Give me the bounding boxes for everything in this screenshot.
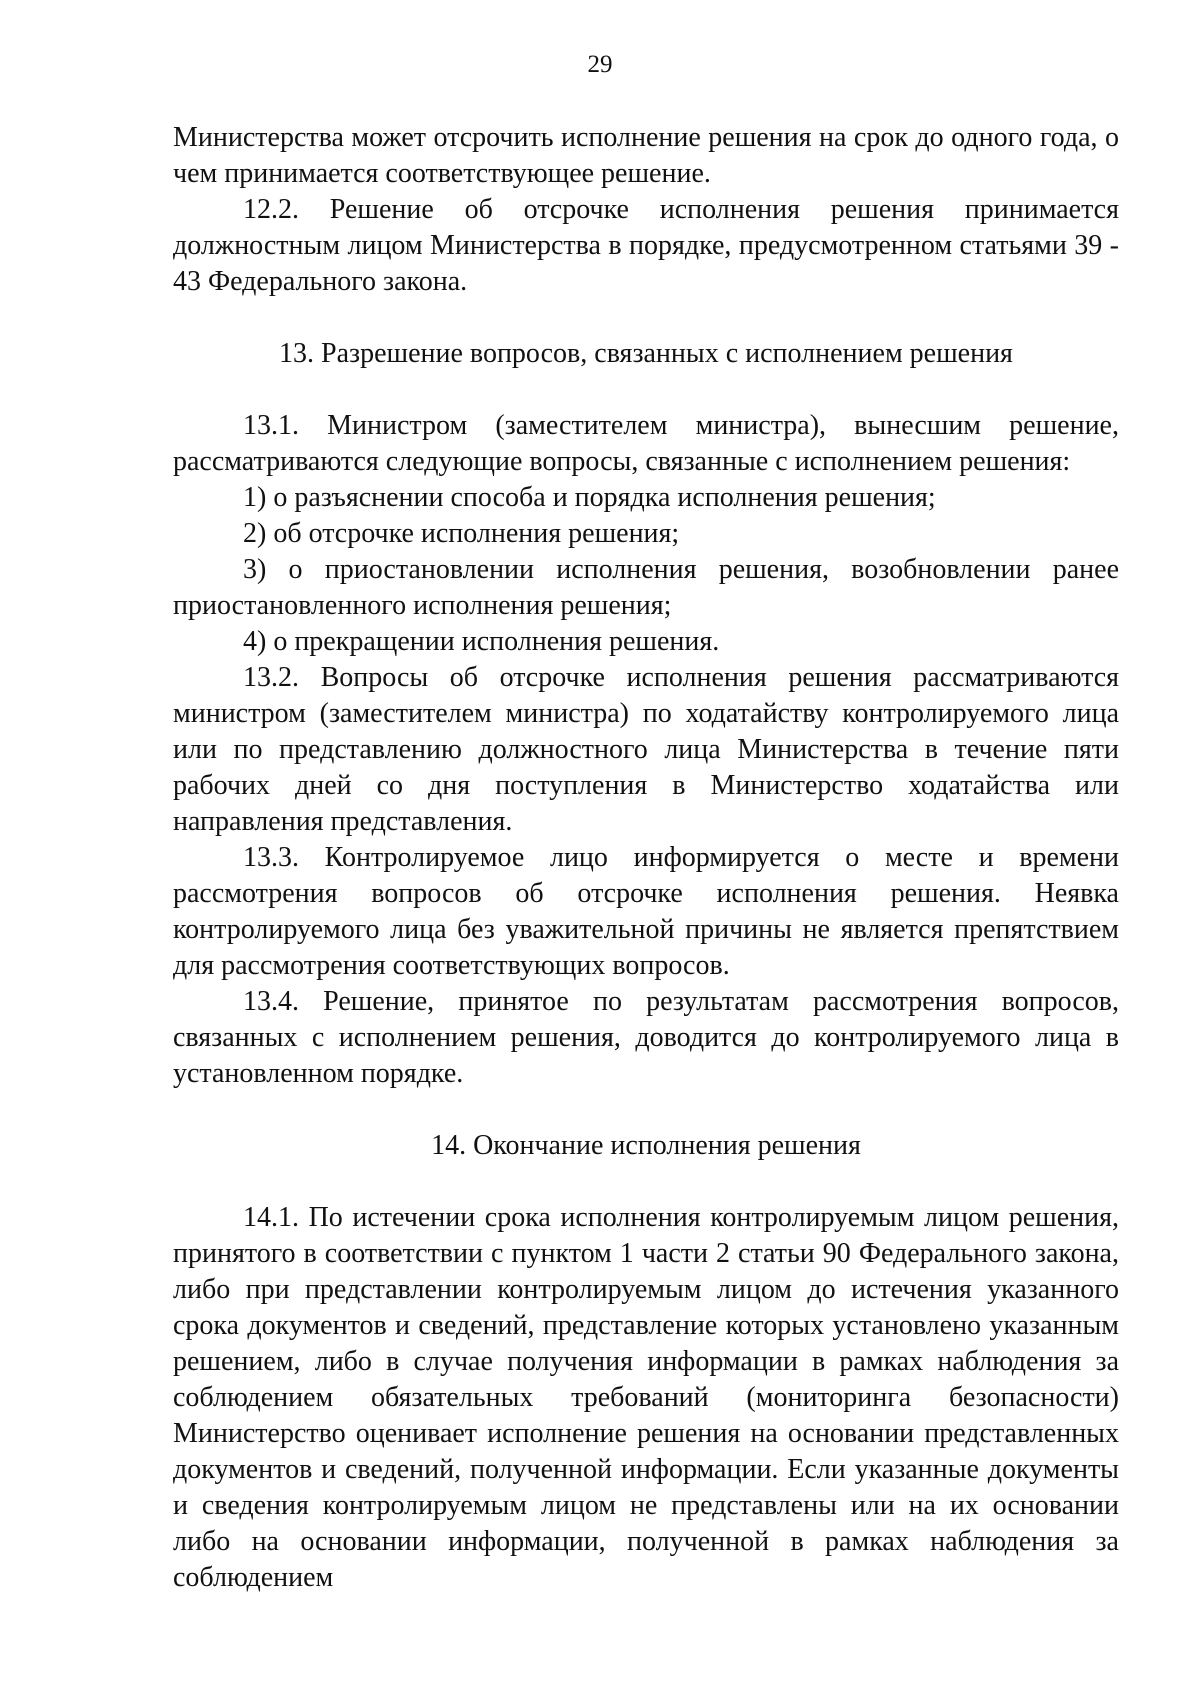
paragraph-13-1: 13.1. Министром (заместителем министра), вынесшим решение, рассматриваются следующие вопросы, связанные с исполнением решения: <box>173 410 1119 477</box>
list-item-1: 1) о разъяснении способа и порядка исполнения решения; <box>243 482 936 513</box>
paragraph-13-2: 13.2. Вопросы об отсрочке исполнения решения рассматриваются министром (заместителем министра) по ходатайству контролируемого лица или по представлению должностного лица Министерства в течение пяти рабочих дней со дня поступления в Министерство ходатайства или направления представления. <box>173 662 1119 837</box>
page-number: 29 <box>587 51 613 78</box>
document-body <box>173 120 1119 1596</box>
paragraph-continuation: Министерства может отсрочить исполнение решения на срок до одного года, о чем принимается соответствующее решение. <box>173 122 1119 189</box>
list-item-2: 2) об отсрочке исполнения решения; <box>243 518 680 549</box>
section-heading-14: 14. Окончание исполнения решения <box>431 1130 861 1161</box>
paragraph-12-2: 12.2. Решение об отсрочке исполнения решения принимается должностным лицом Министерства в порядке, предусмотренном статьями 39 - 43 Федерального закона. <box>173 194 1119 297</box>
list-item-4: 4) о прекращении исполнения решения. <box>243 626 720 657</box>
section-heading-13: 13. Разрешение вопросов, связанных с исполнением решения <box>279 338 1013 369</box>
section-spacer <box>173 1092 1119 1128</box>
paragraph-13-4: 13.4. Решение, принятое по результатам рассмотрения вопросов, связанных с исполнением решения, доводится до контролируемого лица в установленном порядке. <box>173 986 1119 1089</box>
list-item-3: 3) о приостановлении исполнения решения, возобновлении ранее приостановленного исполнения решения; <box>173 554 1119 621</box>
paragraph-14-1: 14.1. По истечении срока исполнения контролируемым лицом решения, принятого в соответствии с пунктом 1 части 2 статьи 90 Федерального закона, либо при представлении контролируемым лицом до истечения указанного срока документов и сведений, представление которых установлено указанным решением, либо в случае получения информации в рамках наблюдения за соблюдением обязательных требований (мониторинга безопасности) Министерство оценивает исполнение решения на основании представленных документов и сведений, полученной информации. Если указанные документы и сведения контролируемым лицом не представлены или на их основании либо на основании информации, полученной в рамках наблюдения за соблюдением <box>173 1202 1119 1593</box>
section-spacer <box>173 1164 1119 1200</box>
section-spacer <box>173 372 1119 408</box>
paragraph-13-3: 13.3. Контролируемое лицо информируется о месте и времени рассмотрения вопросов об отсрочке исполнения решения. Неявка контролируемого лица без уважительной причины не является препятствием для рассмотрения соответствующих вопросов. <box>173 842 1119 981</box>
section-spacer <box>173 300 1119 336</box>
